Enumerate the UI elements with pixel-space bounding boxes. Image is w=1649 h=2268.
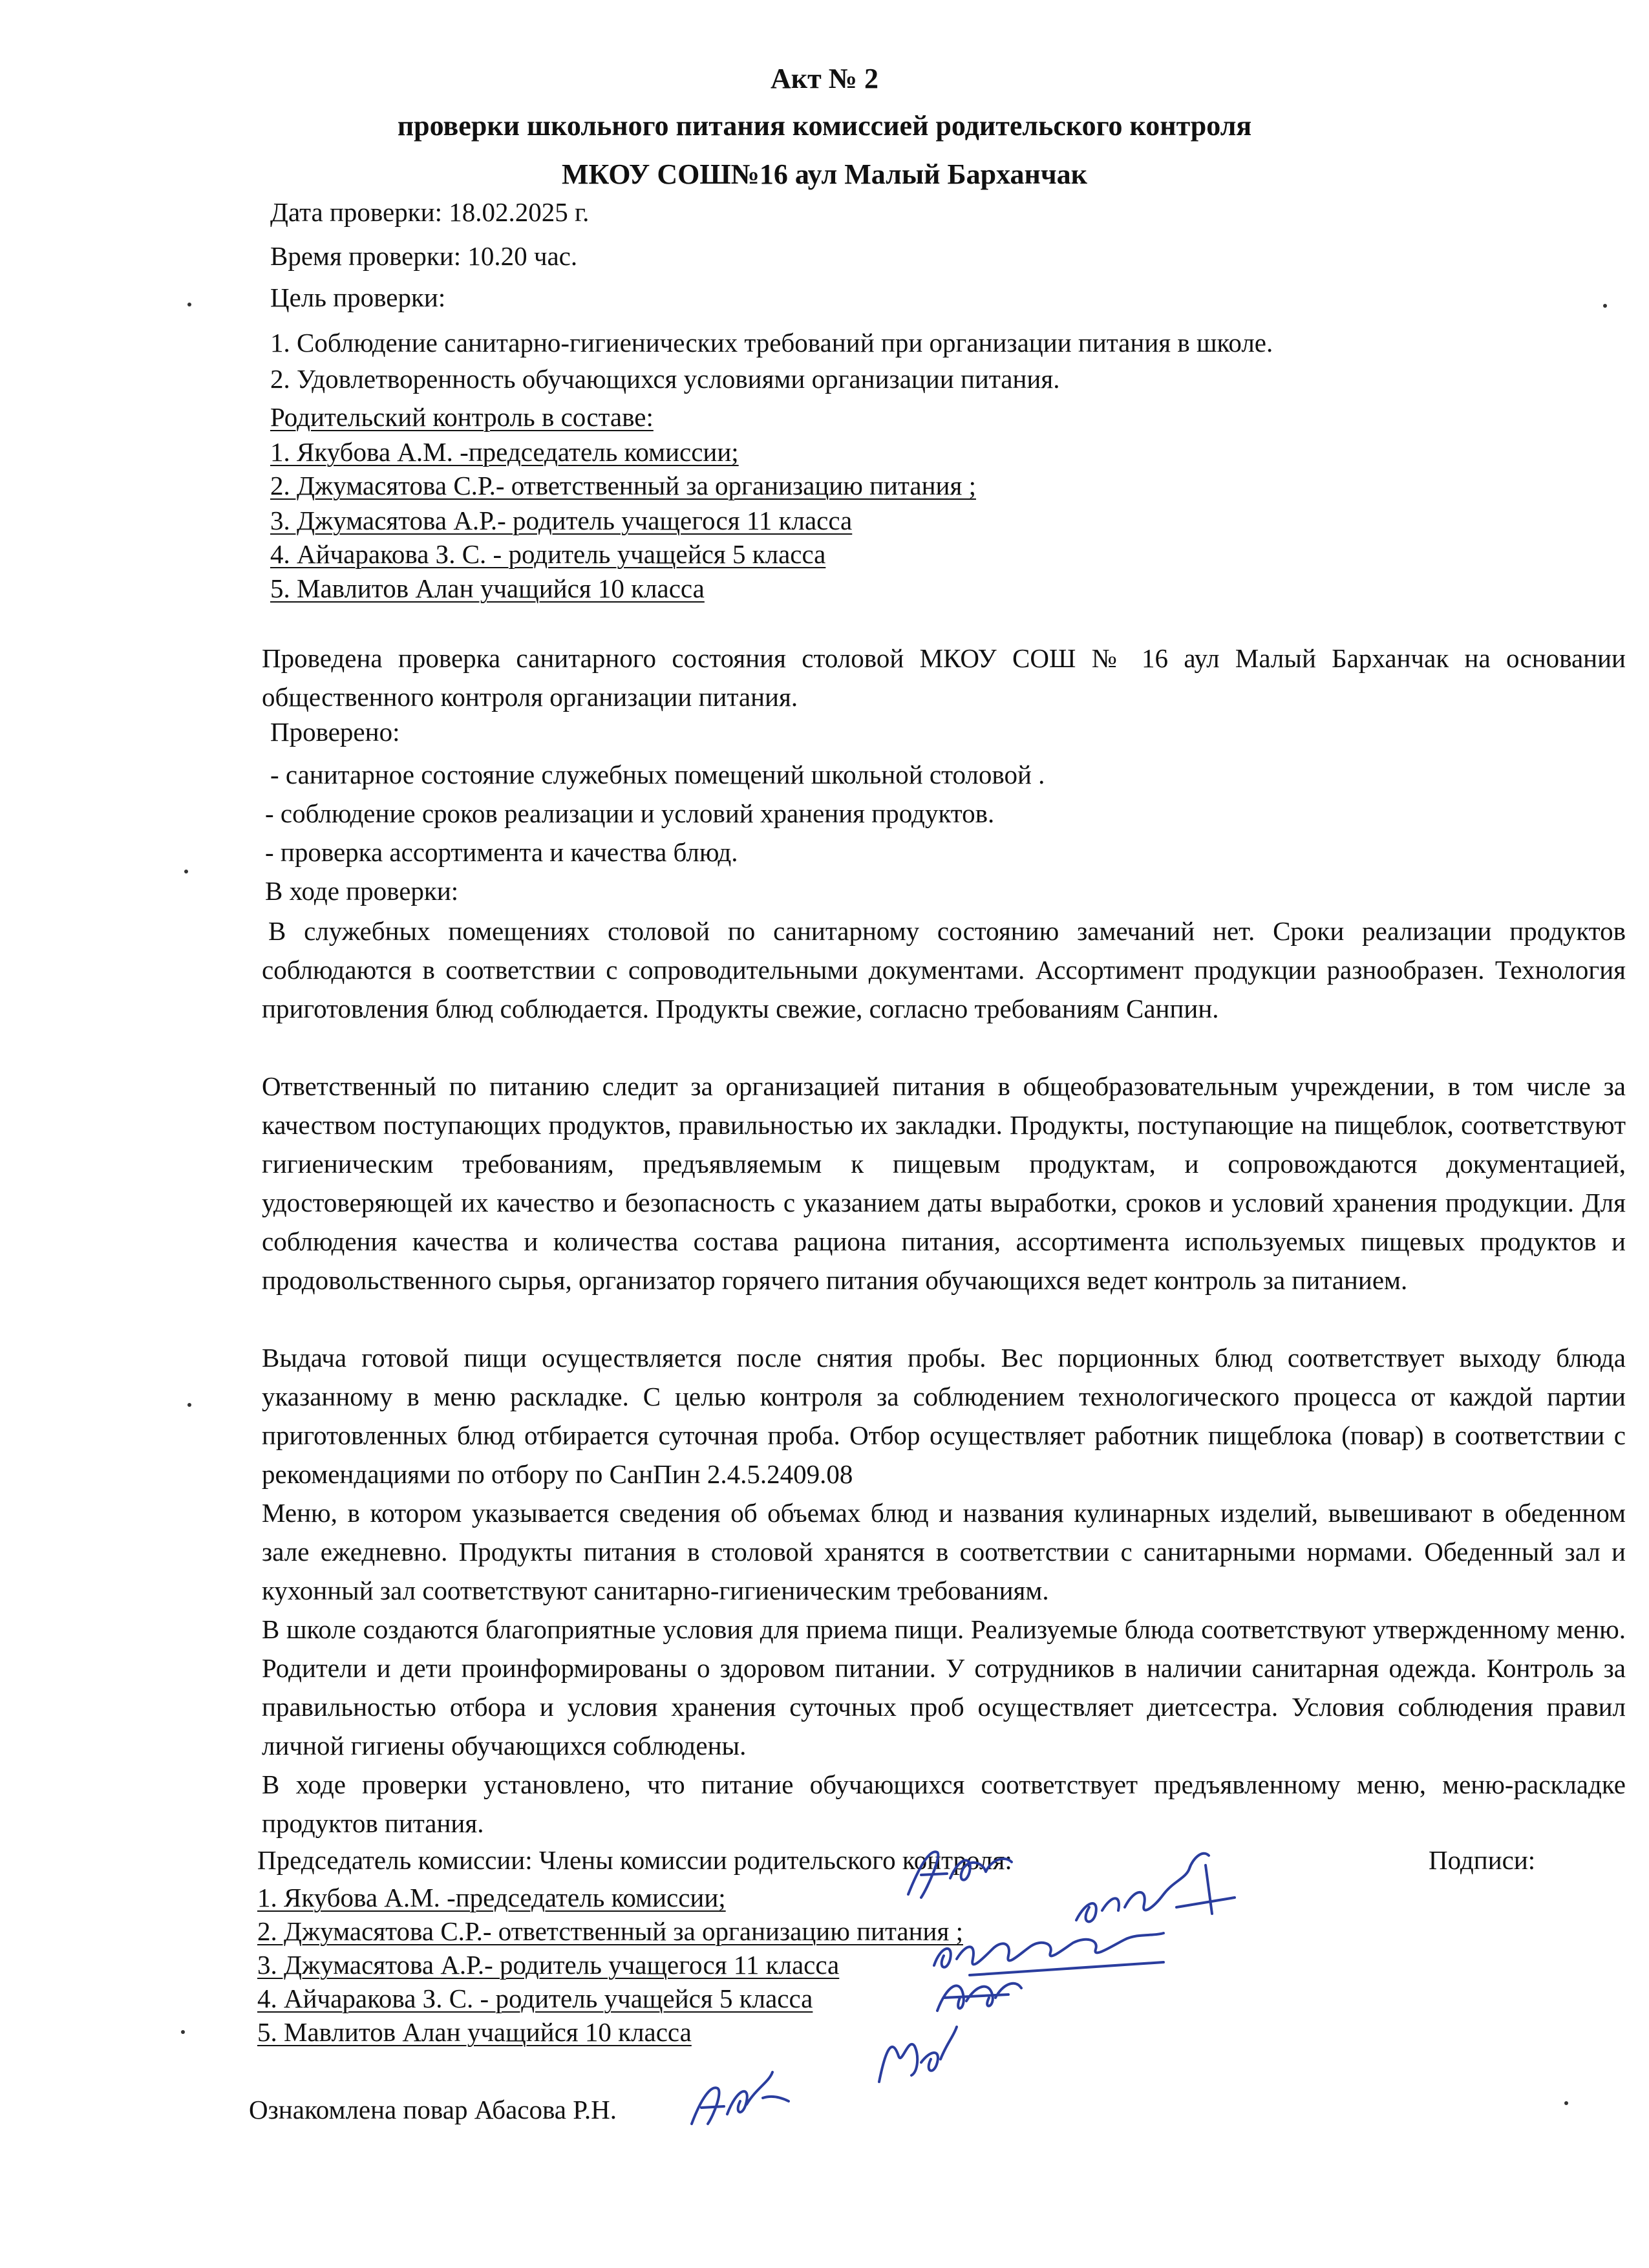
scan-speck (1603, 304, 1607, 308)
act-title: Акт № 2 (771, 63, 878, 94)
goal-heading: Цель проверки: (270, 283, 446, 312)
signature-yakubova (902, 1836, 1018, 1907)
signatory-member: 3. Джумасятова А.Р.- родитель учащегося 11 класса (257, 1950, 840, 1980)
findings-paragraph: Меню, в котором указывается сведения об объемах блюд и названия кулинарных изделий, вывешивают в обеденном зале ежедневно. Продукты питания в столовой хранятся в соответствии с санитарными нормами. Обеденный зал и кухонный зал соответствуют санитарно-гигиеническим требованиям. (262, 1498, 1626, 1605)
signatory-member: 1. Якубова А.М. -председатель комиссии; (257, 1883, 726, 1912)
findings-paragraph: Выдача готовой пищи осуществляется после снятия пробы. Вес порционных блюд соответствует выходу блюда указанному в меню раскладке. С целью контроля за соблюдением технологического процесса от каждой партии приготовленных блюд отбирается суточная проба. Отбор осуществляет работник пищеблока (повар) в соответствии с рекомендациями по отбору по СанПин 2.4.5.2409.08 (262, 1343, 1626, 1489)
inspection-time: Время проверки: 10.20 час. (270, 241, 578, 271)
cook-acknowledgement: Ознакомлена повар Абасова Р.Н. (249, 2095, 617, 2124)
scan-speck (184, 870, 188, 873)
findings-paragraph: В служебных помещениях столовой по санитарному состоянию замечаний нет. Сроки реализации продуктов соблюдаются в соответствии с сопроводительными документами. Ассортимент продукции разнообразен. Технология приготовления блюд соблюдается. Продукты свежие, согласно требованиям Санпин. (262, 916, 1626, 1023)
signature-mavlitov (873, 2011, 963, 2088)
intro-paragraph: Проведена проверка санитарного состояния столовой МКОУ СОШ № 16 аул Малый Барханчак на основании общественного контроля организации питания. (262, 643, 1626, 712)
goal-item: 1. Соблюдение санитарно-гигиенических требований при организации питания в школе. (270, 328, 1273, 358)
conclusion-paragraph: В ходе проверки установлено, что питание обучающихся соответствует предъявленному меню, меню-раскладке продуктов питания. (262, 1770, 1626, 1838)
commission-member: 5. Мавлитов Алан учащийся 10 класса (270, 573, 705, 603)
commission-member: 1. Якубова А.М. -председатель комиссии; (270, 437, 739, 467)
act-subtitle: проверки школьного питания комиссией родительского контроля (397, 110, 1252, 142)
findings-paragraph: Ответственный по питанию следит за организацией питания в общеобразовательным учреждении, в том числе за качеством поступающих продуктов, правильностью их закладки. Продукты, поступающие на пищеблок, соответствуют гигиеническим требованиям, предъявляемым к пищевым продуктам, и сопровождаются документацией, удостоверяющей их качество и безопасность с указанием даты выработки, сроков и условий хранения продукции. Для соблюдения качества и количества состава рациона питания, ассортимента используемых пищевых продуктов и продовольственного сырья, организатор горячего питания обучающихся ведет контроль за питанием. (262, 1071, 1626, 1295)
commission-heading: Родительский контроль в составе: (270, 402, 654, 432)
commission-member: 2. Джумасятова С.Р.- ответственный за организацию питания ; (270, 471, 976, 500)
checked-item: - соблюдение сроков реализации и условий хранения продуктов. (265, 798, 995, 828)
scan-speck (187, 303, 191, 306)
signatory-member: 5. Мавлитов Алан учащийся 10 класса (257, 2017, 692, 2047)
signature-right-heading: Подписи: (1429, 1845, 1536, 1875)
scan-speck (1564, 2101, 1568, 2105)
goal-item: 2. Удовлетворенность обучающихся условиями организации питания. (270, 364, 1060, 394)
checked-heading: Проверено: (270, 717, 400, 747)
commission-member: 3. Джумасятова А.Р.- родитель учащегося 11 класса (270, 506, 853, 535)
commission-member: 4. Айчаракова З. С. - родитель учащейся 5 класса (270, 539, 826, 569)
checked-item: - санитарное состояние служебных помещений школьной столовой . (270, 760, 1045, 789)
signature-abasova (685, 2062, 795, 2134)
scan-speck (187, 1403, 191, 1407)
checked-item: - проверка ассортимента и качества блюд. (265, 837, 738, 867)
school-name: МКОУ СОШ№16 аул Малый Барханчак (561, 158, 1088, 190)
during-heading: В ходе проверки: (265, 876, 459, 906)
signature-left-heading: Председатель комиссии: Члены комиссии родительского контроля: (257, 1845, 1012, 1875)
inspection-date: Дата проверки: 18.02.2025 г. (270, 197, 590, 227)
signatory-member: 2. Джумасятова С.Р.- ответственный за организацию питания ; (257, 1916, 963, 1946)
findings-paragraph: В школе создаются благоприятные условия для приема пищи. Реализуемые блюда соответствуют утвержденному меню. Родители и дети проинформированы о здоровом питании. У сотрудников в наличии санитарная одежда. Контроль за правильностью отбора и условия хранения суточных проб осуществляет диетсестра. Условия соблюдения правил личной гигиены обучающихся соблюдены. (262, 1614, 1626, 1760)
scan-speck (181, 2030, 185, 2034)
signatory-member: 4. Айчаракова З. С. - родитель учащейся 5 класса (257, 1984, 813, 2013)
